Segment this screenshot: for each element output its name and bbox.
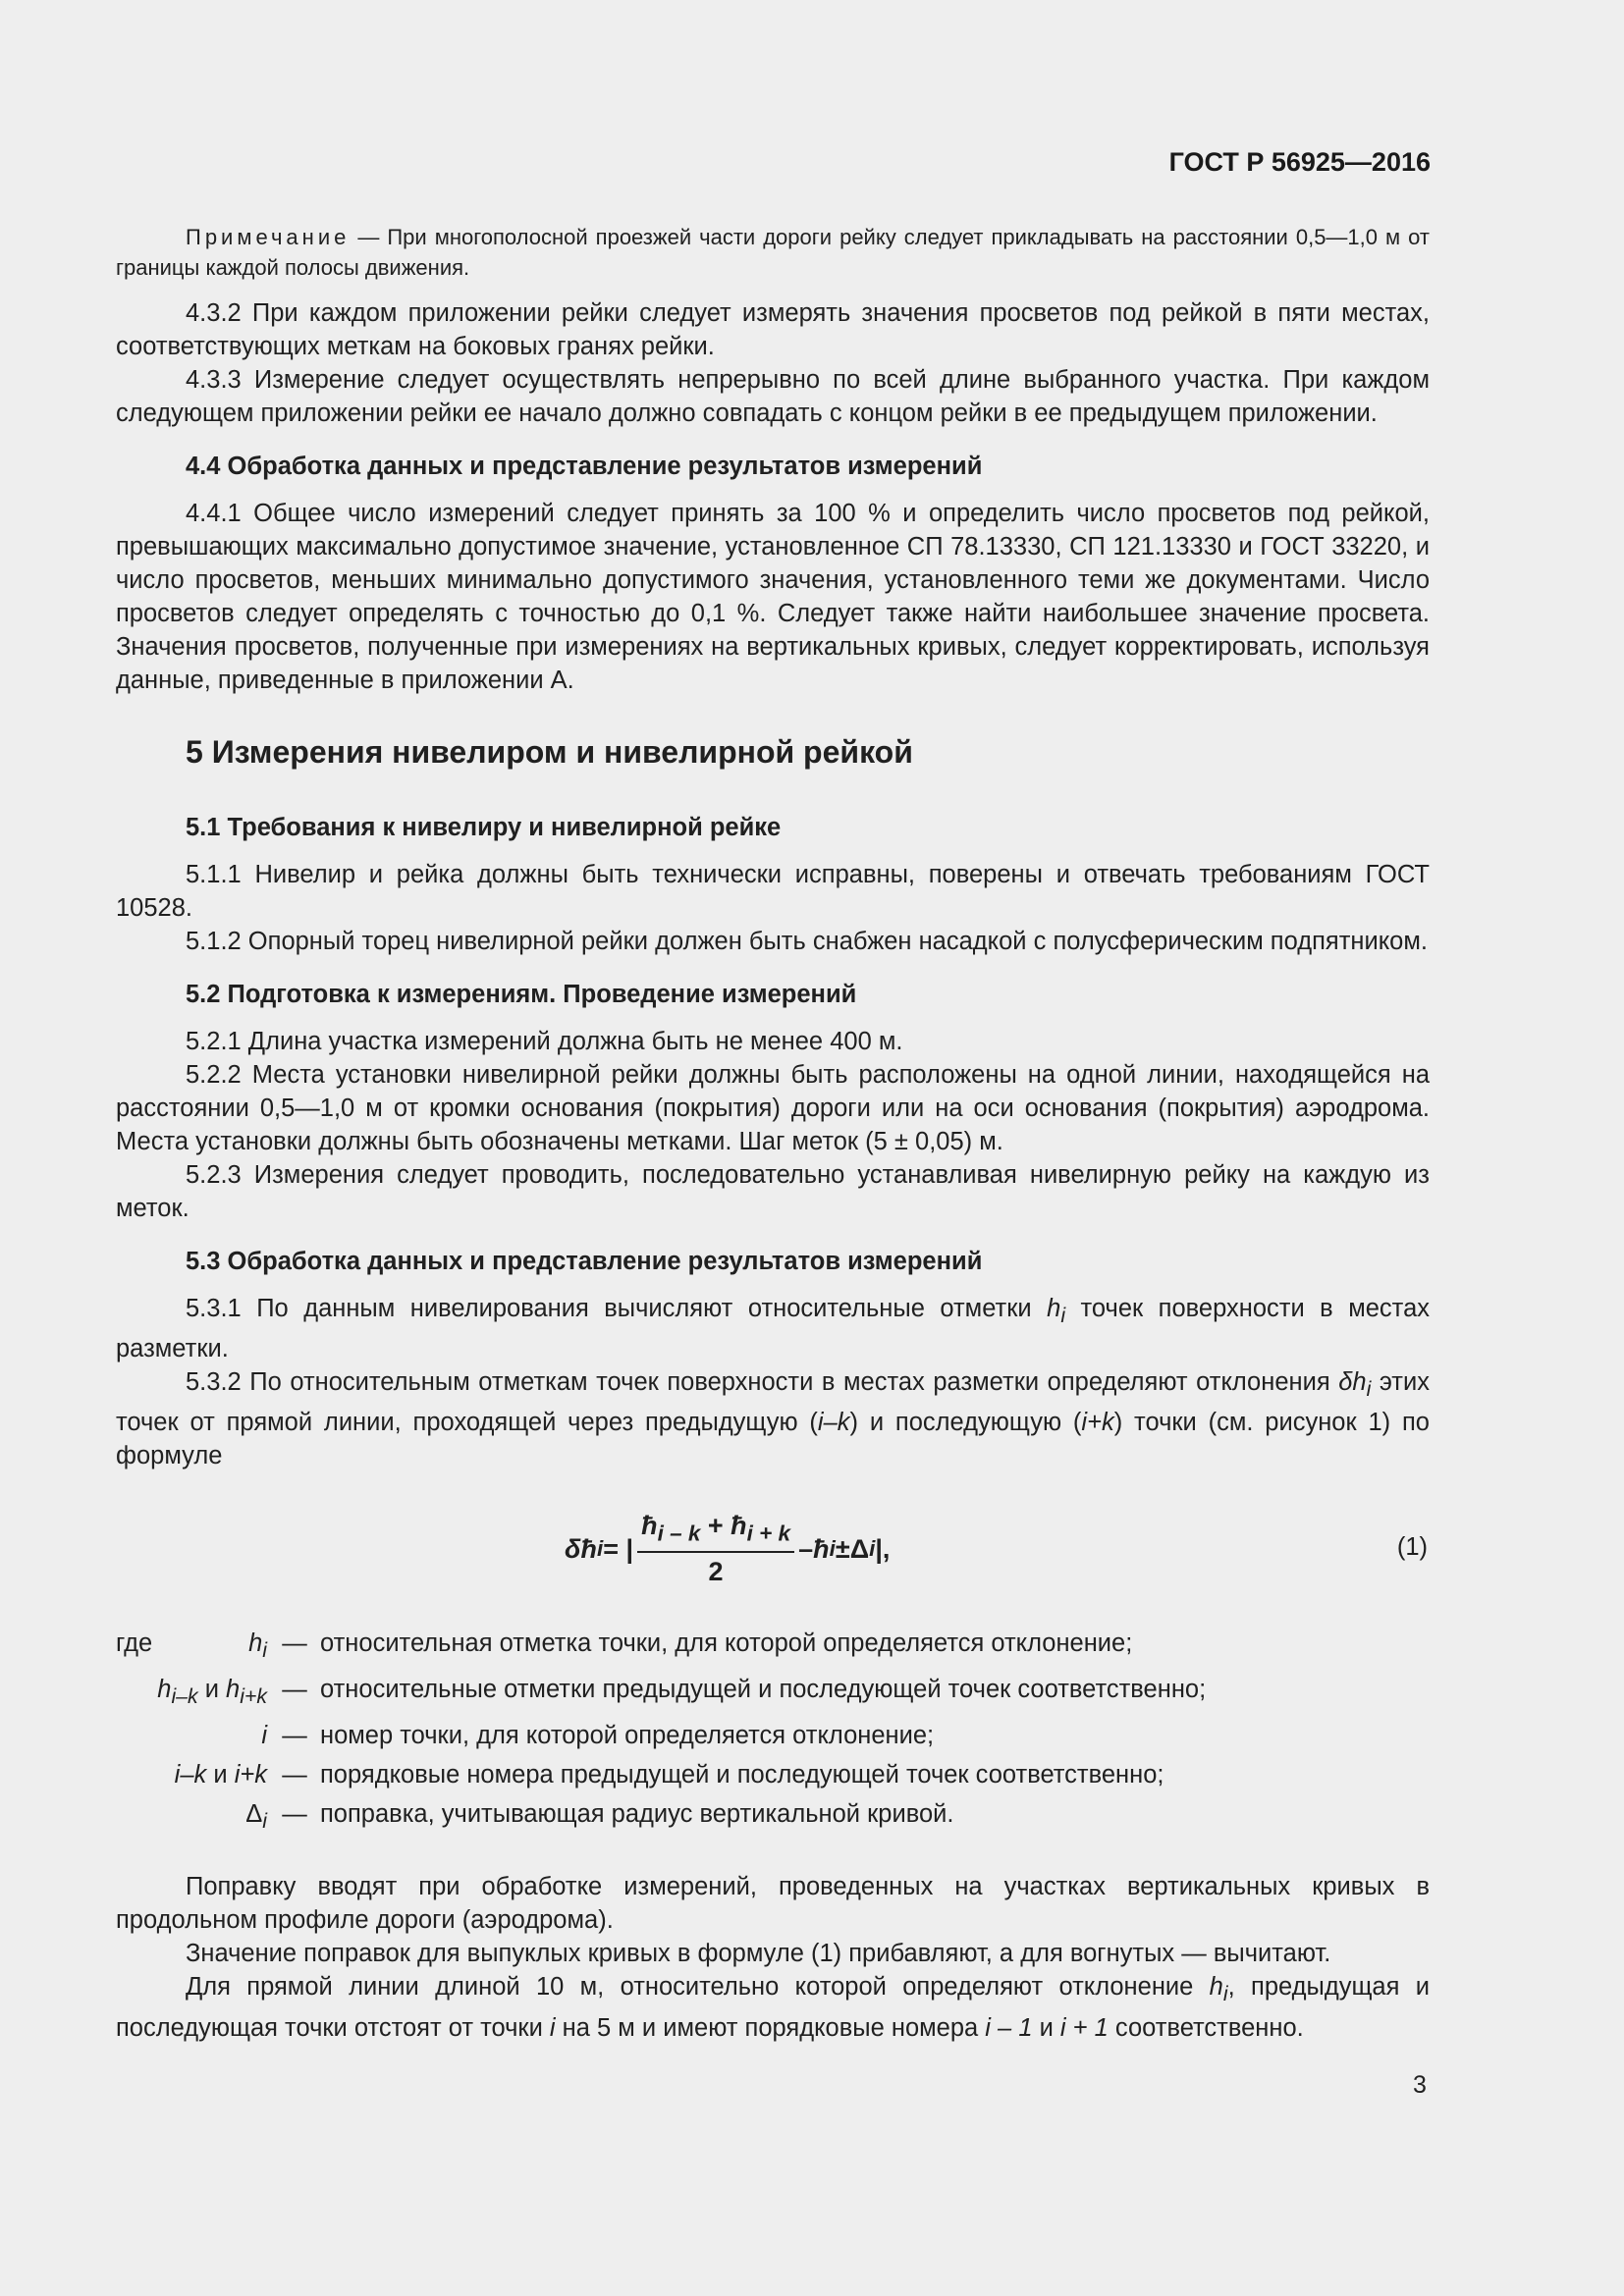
formula-fraction: $\frac{ħ_{i - k} + ħ_{i + k}}{2}$ [637,1511,794,1586]
note-paragraph [116,222,1430,283]
clause-4-3-3: 4.3.3 Измерение следует осуществлять непрерывно по всей длине выбранного участка. При каждом следующем приложении рейки ее начало должно совпадать с концом рейки в ее предыдущем приложении. [116,366,1430,427]
section-5-2-heading: 5.2 Подготовка к измерениям. Проведение измерений [186,981,857,1008]
clause-5-2-2: 5.2.2 Места установки нивелирной рейки должны быть расположены на одной линии, находящейся на расстоянии 0,5—1,0 м от кромки основания (покрытия) дороги или на оси основания (покрытия) аэродрома. Места установки должны быть обозначены метками. Шаг меток (5 ± 0,05) м. [116,1061,1430,1155]
clause-5-1-1: 5.1.1 Нивелир и рейка должны быть технически исправны, поверены и отвечать требованиям ГОСТ 10528. [116,861,1430,922]
chapter-5-heading: 5 Измерения нивелиром и нивелирной рейкой [186,734,913,770]
formula-number: (1) [1396,1533,1428,1562]
clause-5-3-1: 5.3.1 По данным нивелирования вычисляют относительные отметки $h_i$ точек поверхности в местах разметки. [116,1295,1430,1363]
legend-where: где [116,1629,153,1658]
clause-5-2-3: 5.2.3 Измерения следует проводить, последовательно устанавливая нивелирную рейку на каждую из меток. [116,1161,1430,1222]
legend-row: $h_{i-k}$ и $h_{i+k}$ — относительные отметки предыдущей и последующей точек соответственно; [157,1676,1207,1709]
page-content [116,222,1430,2045]
legend-row: $\Delta_i$ — поправка, учитывающая радиус вертикальной кривой. [245,1800,954,1834]
legend-row: i — номер точки, для которой определяется отклонение; [261,1722,935,1750]
clause-4-4-1: 4.4.1 Общее число измерений следует принять за 100 % и определить число просветов под рейкой, превышающих максимально допустимое значение, установленное СП 78.13330, СП 121.13330 и ГОСТ 33220, и число просветов, меньших минимально допустимого значения, установленного теми же документами. Число просветов следует определять с точностью до 0,1 %. Следует также найти наибольшее значение просвета. Значения просветов, полученные при измерениях на вертикальных кривых, следует корректировать, используя данные, приведенные в приложении А. [116,500,1430,694]
clause-4-3-2: 4.3.2 При каждом приложении рейки следует измерять значения просветов под рейкой в пяти местах, соответствующих меткам на боковых гранях рейки. [116,299,1430,360]
formula-legend [116,1624,1430,1841]
standard-number-header: ГОСТ Р 56925—2016 [1168,147,1431,177]
correction-paragraph-1: Поправку вводят при обработке измерений, проведенных на участках вертикальных кривых в продольном профиле дороги (аэродрома). [116,1873,1430,1935]
correction-paragraph-3: Для прямой линии длиной 10 м, относительно которой определяют отклонение $h_i$, предыдущая и последующая точки отстоят от точки i на 5 м и имеют порядковые номера i – 1 и i + 1 соответственно. [116,1973,1430,2042]
clause-5-2-1: 5.2.1 Длина участка измерений должна быть не менее 400 м. [186,1028,903,1055]
formula-expression: δħ i = | $\frac{ħ_{i - k} + ħ_{i + k}}{2}$ – ħ i ± Δ i |, [565,1511,891,1586]
section-5-1-heading: 5.1 Требования к нивелиру и нивелирной рейке [186,814,782,841]
legend-row: где $h_i$ — относительная отметка точки, для которой определяется отклонение; [116,1624,1430,1670]
note-label: Примечание [186,225,351,249]
clause-5-3-2: 5.3.2 По относительным отметкам точек поверхности в местах разметки определяют отклонения $\delta h_i$ этих точек от прямой линии, проходящей через предыдущую (i–k) и последующую (i+k) точки (см. рисунок 1) по формуле [116,1368,1430,1470]
note-text: — При многополосной проезжей части дороги рейку следует прикладывать на расстоянии 0,5—1,0 м от границы каждой полосы движения. [116,225,1430,280]
legend-row: i–k и i+k — порядковые номера предыдущей и последующей точек соответственно; [174,1761,1164,1789]
section-5-3-heading: 5.3 Обработка данных и представление результатов измерений [186,1248,983,1275]
section-4-4-heading: 4.4 Обработка данных и представление результатов измерений [186,453,983,480]
formula-1 [116,1502,1430,1596]
page-number: 3 [1413,2071,1427,2099]
clause-5-1-2: 5.1.2 Опорный торец нивелирной рейки должен быть снабжен насадкой с полусферическим подпятником. [186,928,1428,955]
correction-paragraph-2: Значение поправок для выпуклых кривых в формуле (1) прибавляют, а для вогнутых — вычитают. [186,1940,1331,1968]
